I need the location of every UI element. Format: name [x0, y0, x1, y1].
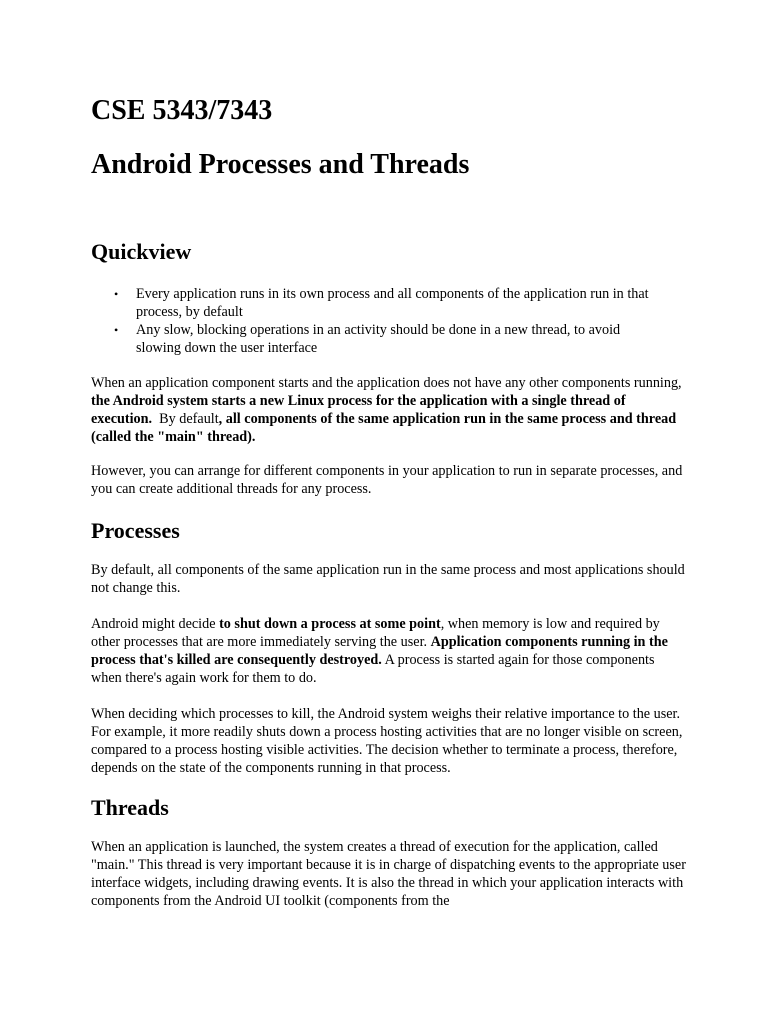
- list-item: [91, 285, 661, 321]
- however-paragraph: However, you can arrange for different components in your application to run in separate processes, and you can create additional threads for any process.: [91, 463, 683, 497]
- processes-paragraph-3: When deciding which processes to kill, the Android system weighs their relative importance to the user. For example, it more readily shuts down a process hosting activities that are no longer visible on screen, compared to a process hosting visible activities. The decision whether to terminate a process, therefore, depends on the state of the components running in that process.: [91, 706, 683, 776]
- threads-paragraph-1: When an application is launched, the system creates a thread of execution for the application, called "main." This thread is very important because it is in charge of dispatching events to the appropriate user interface widgets, including drawing events. It is also the thread in which your application interacts with components from the Android UI toolkit (components from the: [91, 839, 686, 909]
- list-item: [91, 321, 661, 357]
- intro-bold-2: , all components of the same application run in the same process and thread (called the "main" thread).: [91, 411, 677, 445]
- bullet-icon: •: [114, 287, 119, 301]
- list-item-text: Every application runs in its own process and all components of the application run in that process, by default: [136, 286, 649, 320]
- intro-paragraph: [91, 374, 686, 446]
- quickview-list: [91, 285, 691, 357]
- proc2-bold-1: to shut down a process at some point: [219, 616, 441, 632]
- bullet-icon: •: [114, 323, 119, 337]
- intro-text-2: By default: [152, 411, 219, 427]
- proc2-bold-2: Application components running in the process that's killed are consequently destroyed.: [91, 634, 668, 668]
- quickview-heading: Quickview: [91, 239, 192, 264]
- threads-heading: Threads: [91, 795, 169, 820]
- intro-bold-1: the Android system starts a new Linux process for the application with a single thread of execution.: [91, 393, 626, 427]
- intro-text-1: When an application component starts and the application does not have any other components running,: [91, 375, 682, 391]
- course-title: CSE 5343/7343: [91, 95, 273, 126]
- proc2-text-1: Android might decide: [91, 616, 220, 632]
- proc2-text-3: A process is started again for those components when there's again work for them to do.: [91, 652, 655, 686]
- proc2-text-2: , when memory is low and required by other processes that are more immediately serving the user.: [91, 616, 660, 650]
- document-title: Android Processes and Threads: [91, 149, 470, 180]
- processes-paragraph-2: [91, 615, 686, 687]
- processes-paragraph-1: By default, all components of the same application run in the same process and most applications should not change this.: [91, 562, 685, 596]
- processes-heading: Processes: [91, 518, 180, 543]
- list-item-text: Any slow, blocking operations in an activity should be done in a new thread, to avoid slowing down the user interface: [136, 322, 621, 356]
